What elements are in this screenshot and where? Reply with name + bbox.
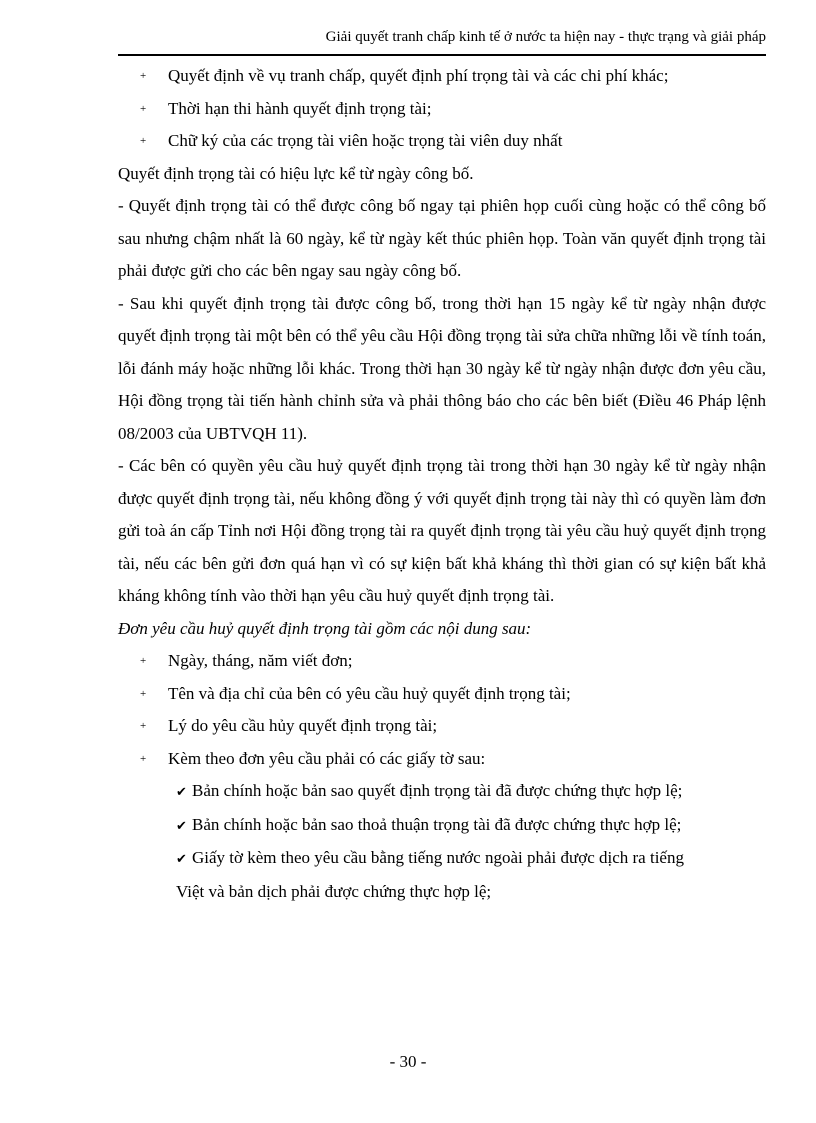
bullet-item: [118, 678, 766, 711]
paragraph: - Sau khi quyết định trọng tài được công bố, trong thời hạn 15 ngày kể từ ngày nhận được quyết định trọng tài một bên có thể yêu cầu Hội đồng trọng tài sửa chữa những lỗi về tính toán, lỗi đánh máy hoặc những lỗi khác. Trong thời hạn 30 ngày kể từ ngày nhận được đơn yêu cầu, Hội đồng trọng tài tiến hành chỉnh sửa và phải thông báo cho các bên biết (Điều 46 Pháp lệnh 08/2003 của UBTVQH 11).: [118, 293, 766, 443]
plus-bullet-icon: +: [140, 70, 147, 82]
bullet-text: Quyết định về vụ tranh chấp, quyết định phí trọng tài và các chi phí khác;: [168, 66, 669, 85]
bullet-text: Ngày, tháng, năm viết đơn;: [168, 651, 353, 670]
bullet-text: Chữ ký của các trọng tài viên hoặc trọng tài viên duy nhất: [168, 131, 563, 150]
paragraph: Quyết định trọng tài có hiệu lực kể từ ngày công bố.: [118, 163, 474, 183]
checkmark-icon: ✔: [176, 817, 187, 833]
bullet-text: Kèm theo đơn yêu cầu phải có các giấy tờ sau:: [168, 748, 486, 768]
check-item: [118, 842, 766, 876]
checkmark-icon: ✔: [176, 784, 187, 799]
page-body: [118, 60, 766, 908]
checkmark-icon: ✔: [176, 851, 187, 866]
check-item: [118, 775, 766, 809]
check-text: Bản chính hoặc bản sao thoả thuận trọng tài đã được chứng thực hợp lệ;: [192, 814, 682, 834]
plus-bullet-icon: +: [140, 102, 147, 115]
check-text: Bản chính hoặc bản sao quyết định trọng tài đã được chứng thực hợp lệ;: [192, 781, 683, 800]
check-item: [118, 809, 766, 843]
paragraph: - Các bên có quyền yêu cầu huỷ quyết định trọng tài trong thời hạn 30 ngày kể từ ngày nhận được quyết định trọng tài, nếu không đồng ý với quyết định trọng tài này thì có quyền làm đơn gửi toà án cấp Tỉnh nơi Hội đồng trọng tài ra quyết định trọng tài yêu cầu huỷ quyết định trọng tài, nếu các bên gửi đơn quá hạn vì có sự kiện bất khả kháng thì thời gian có sự kiện bất khả kháng không tính vào thời hạn yêu cầu huỷ quyết định trọng tài.: [118, 456, 766, 605]
bullet-item: [118, 60, 766, 93]
italic-heading: Đơn yêu cầu huỷ quyết định trọng tài gồm các nội dung sau:: [118, 618, 532, 638]
bullet-item: [118, 93, 766, 126]
bullet-item: [118, 710, 766, 743]
check-text: Giấy tờ kèm theo yêu cầu bằng tiếng nước ngoài phải được dịch ra tiếng: [192, 848, 684, 867]
running-header: [118, 26, 766, 56]
running-title: Giải quyết tranh chấp kinh tế ở nước ta hiện nay - thực trạng và giải pháp: [325, 29, 766, 45]
bullet-item: [118, 743, 766, 776]
plus-bullet-icon: +: [140, 687, 147, 700]
bullet-item: [118, 645, 766, 678]
plus-bullet-icon: +: [140, 720, 147, 732]
check-continuation: Việt và bản dịch phải được chứng thực hợp lệ;: [176, 881, 492, 901]
page-number: - 30 -: [389, 1052, 427, 1071]
plus-bullet-icon: +: [140, 655, 147, 667]
bullet-text: Tên và địa chỉ của bên có yêu cầu huỷ quyết định trọng tài;: [168, 683, 571, 703]
bullet-text: Lý do yêu cầu hủy quyết định trọng tài;: [168, 716, 438, 735]
paragraph: - Quyết định trọng tài có thể được công bố ngay tại phiên họp cuối cùng hoặc có thể công bố sau nhưng chậm nhất là 60 ngày, kể từ ngày kết thúc phiên họp. Toàn văn quyết định trọng tài phải được gửi cho các bên ngay sau ngày công bố.: [118, 196, 766, 280]
bullet-item: [118, 125, 766, 158]
plus-bullet-icon: +: [140, 135, 147, 147]
plus-bullet-icon: +: [140, 752, 147, 765]
bullet-text: Thời hạn thi hành quyết định trọng tài;: [168, 98, 432, 118]
